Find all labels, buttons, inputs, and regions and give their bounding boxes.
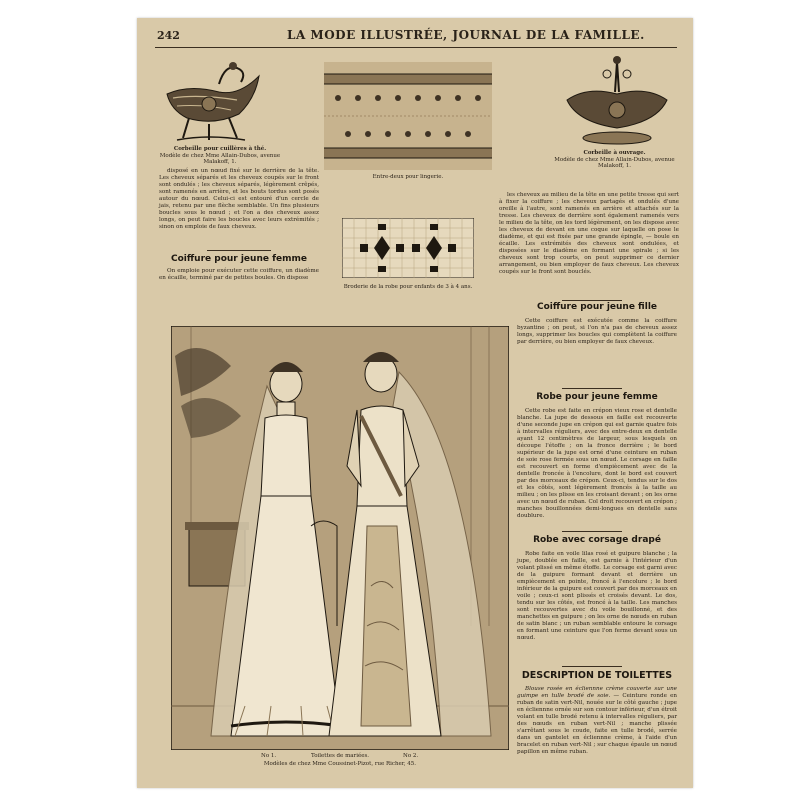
magazine-page	[137, 18, 693, 788]
basket-right-title: Corbeille à ouvrage.	[583, 150, 646, 156]
paragraph-robe-jeune-femme	[517, 408, 677, 521]
p-drape: Robe faite en voile lilas rosé et guipure blanche ; la jupe, doublée en faille, est garnie à l'intérieur d'un volant plissé en même étoffe. Le corsage est garni avec de la guipure formant devant et derrière un empiècement en pointe, froncé à l'encolure ; le bord inférieur de la guipure est couvert par des morceaux en voile ; ceux-ci sont plissés et croisés devant. Le dos, tendu sur les côtés, est froncé à la taille. Les manches sont recouvertes avec du voile bouillonné, et des manchettes en guipure ; on les orne de nœuds en ruban de satin blanc ; un ruban semblable entoure le corsage en formant une ceinture que l'on ferme devant sous un nœud.	[517, 551, 677, 641]
heading-robe-corsage-drape: Robe avec corsage drapé	[533, 535, 661, 545]
p-robe: Cette robe est faite en crépon vieux rose et dentelle blanche. La jupe de dessous en faille est recouverte d'une seconde jupe en crépon qui est garnie quatre fois à intervalles réguliers, avec des entre-deux en dentelle ayant 12 centimètres de largeur, sous lesquels on découpe l'étoffe ; on la fronce derrière ; le bord supérieur de la jupe est orné d'une ceinture en ruban de soie rose fermée sous un nœud. Le corsage en faille est recouvert en forme d'empiècement avec de la dentelle froncée à l'encolure, dont le bord est couvert par des morceaux de crépon. Ceux-ci, tendus sur le dos et les côtés, sont légèrement froncés à la taille au milieu ; on les plisse en les croisant devant ; on les orne avec un nœud de ruban. Col droit recouvert en crépon ; manches bouillonnées demi-longues en dentelle sans doublure.	[517, 408, 677, 519]
lingerie-band-illustration	[324, 62, 492, 170]
p-fille: Cette coiffure est exécutée comme la coiffure byzantine ; on peut, si l'on n'a pas de cheveux assez longs, supprimer les boucles qui complètent la coiffure par derrière, ou bien employer de faux cheveux.	[517, 318, 677, 345]
journal-title: LA MODE ILLUSTRÉE, JOURNAL DE LA FAMILLE.	[287, 28, 645, 42]
paragraph-robe-corsage-drape	[517, 551, 677, 643]
col1-top-paragraph: disposé en un nœud fixé sur le derrière de la tête. Les cheveux séparés et les cheveux coupés sur le front sont ondulés ; les cheveux séparés, légèrement crêpés, sont ramenés en arrière, et les bouts tordus sont posés autour du nœud. Celui-ci est entouré d'un cercle de jais, retenu par une flèche semblable. Un fins plusieurs boucles sous le nœud ; et l'on a des cheveux assez longs, on peut faire les boucles avec leurs extrémités ; sinon on emploie de faux cheveux.	[159, 168, 319, 230]
basket-left-credit: Modèle de chez Mme Allain-Dubos, avenue Malakoff, 1.	[159, 152, 281, 165]
heading-coiffure-jeune-fille: Coiffure pour jeune fille	[536, 302, 658, 312]
tea-spoon-basket-illustration	[159, 54, 269, 146]
gown-left-number: No 1.	[261, 753, 277, 759]
col1-separator	[207, 250, 271, 251]
band-caption: Entre-deux pour lingerie.	[372, 174, 444, 180]
col3-top-paragraph: les cheveux au milieu de la tête en une petite tresse qui sert à fixer la coiffure ; les cheveux partagés et ondulés d'une oreille à l'autre, sont ramenés en arrière et attachés sur la tresse. Les cheveux de derrière sont également ramenés vers le milieu de la tête, on les tord légèrement, on les dispose avec les cheveux de devant en une coque sur laquelle on pose le diadème, et qui est fixée par une grande épingle, — boule en écaille. Les extrémités des cheveux sont ondulées, et disposées sur le diadème en formant une spirale ; si les cheveux sont trop courts, on peut supprimer ce dernier arrangement, ou bien employer de faux cheveux. Les cheveux coupés sur le front sont bouclés.	[499, 192, 679, 275]
column-right-top-text	[499, 192, 679, 277]
gown-title: Toilettes de mariées.	[310, 753, 370, 759]
gown-credit: Modèles de chez Mme Coussinet-Pizot, rue Richer, 45.	[263, 761, 417, 767]
paragraph-description-toilettes	[517, 686, 677, 757]
col3-separator-3	[562, 531, 622, 532]
basket-left-caption	[155, 146, 285, 166]
heading-robe-jeune-femme: Robe pour jeune femme	[536, 392, 658, 402]
col3-separator-4	[562, 666, 622, 667]
basket-right-caption	[542, 150, 687, 170]
page-number: 242	[157, 29, 180, 42]
basket-right-credit: Modèle de chez Mme Allain-Dubos, avenue Malakoff, 1.	[554, 156, 675, 169]
column-left-body-text	[159, 268, 319, 283]
basket-left-title: Corbeille pour cuillères à thé.	[173, 146, 267, 152]
heading-coiffure-jeune-femme: Coiffure pour jeune femme	[171, 254, 307, 264]
col3-separator-2	[562, 388, 622, 389]
embroidery-caption: Broderie de la robe pour enfants de 3 à 4 ans.	[343, 284, 473, 290]
col1-body-paragraph: On emploie pour exécuter cette coiffure, un diadème en écaille, terminé par de petites boules. On dispose	[159, 268, 319, 281]
gown-caption-line	[171, 753, 509, 761]
work-basket-illustration	[557, 52, 677, 148]
paragraph-coiffure-jeune-fille	[517, 318, 677, 347]
heading-description-toilettes: DESCRIPTION DE TOILETTES	[521, 670, 673, 681]
bridal-gowns-illustration	[171, 326, 509, 750]
p-desc-italic: Blouse rosée en écliennne crème couverte sur une guimpe en tulle brodé de soie.	[517, 686, 677, 699]
embroidery-illustration	[342, 218, 474, 278]
p-desc: — Ceinture ronde en ruban de satin vert-Nil, nouée sur le côté gauche ; jupe en écliennne ornée sur son contour inférieur, d'un étroit volant en tulle brodé retenu à intervalles réguliers, par des nœuds en ruban vert-Nil ; manche plissée s'arrêtant sous le coude, faite en tulle brodé, serrée dans un gantelet en écliennne crème, à l'aide d'un bracelet en ruban vert-Nil ; sur chaque épaule un nœud papillon en même ruban.	[517, 693, 678, 755]
col3-separator-1	[562, 300, 622, 301]
page-header	[137, 26, 693, 44]
column-left-top-text	[159, 168, 319, 232]
header-rule	[155, 47, 677, 48]
gown-right-number: No 2.	[403, 753, 419, 759]
